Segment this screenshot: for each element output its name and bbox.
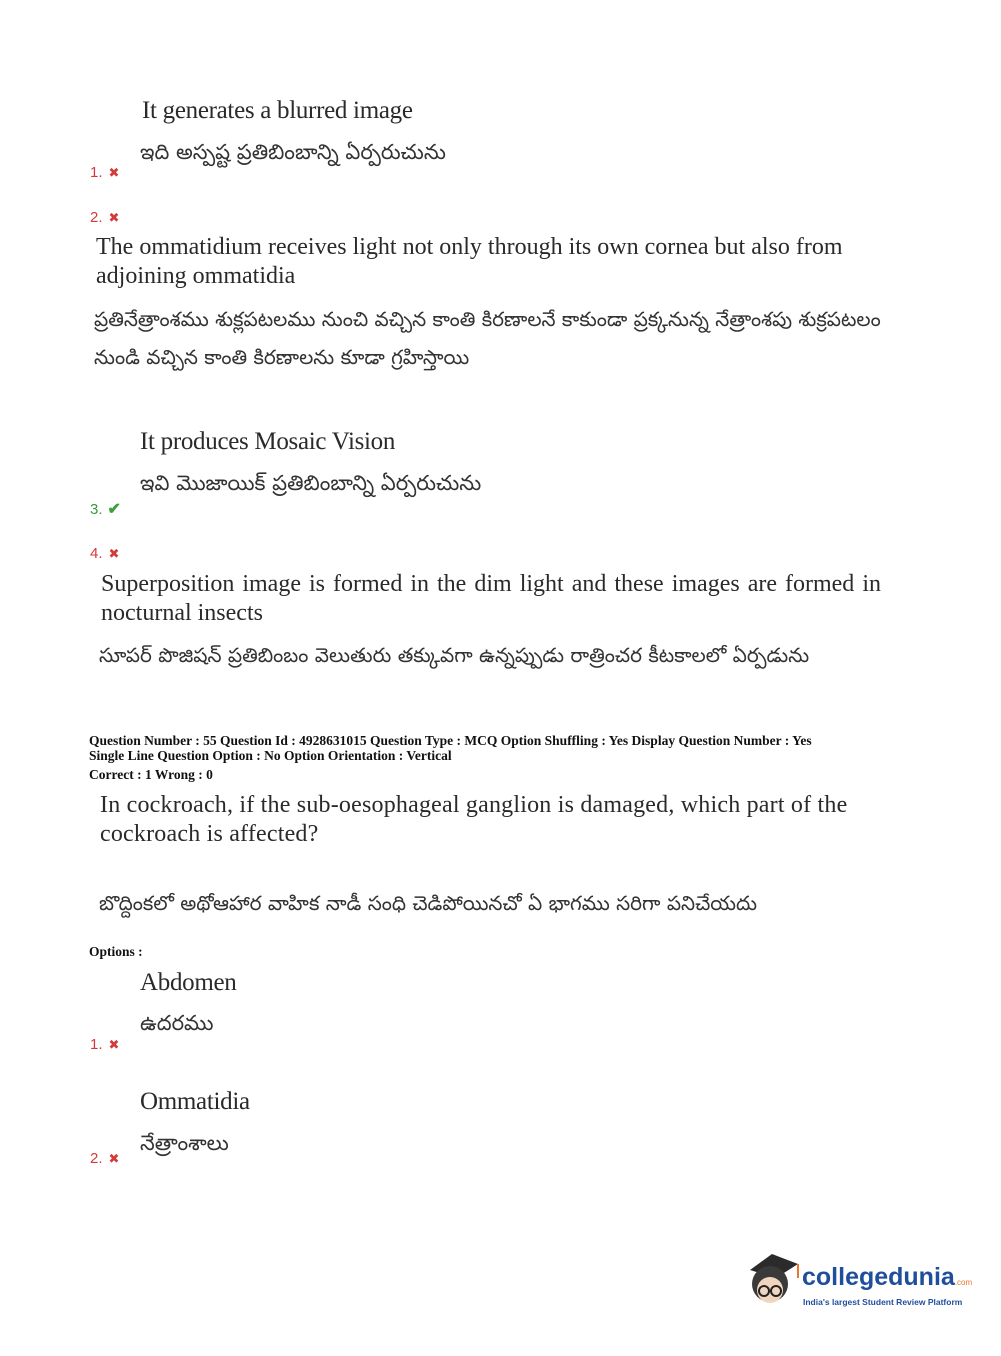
prev-option-4-en: Superposition image is formed in the dim light and these images are formed in nocturnal insects xyxy=(101,571,881,626)
question-score: Correct : 1 Wrong : 0 xyxy=(89,767,213,782)
collegedunia-logo xyxy=(742,1250,972,1320)
option-1-en: Abdomen xyxy=(140,969,237,996)
prev-option-3-te: ఇవి మొజాయిక్ ప్రతిబింబాన్ని ఏర్పరుచును xyxy=(140,471,482,495)
option-number: 2. xyxy=(90,1150,103,1167)
option-2-marker xyxy=(90,1150,119,1167)
option-2-en: Ommatidia xyxy=(140,1088,250,1115)
prev-option-2-te: ప్రతినేత్రాంశము శుక్లపటలము నుంచి వచ్చిన కాంతి కిరణాలనే కాకుండా ప్రక్కనున్న నేత్రాంశపు శుక్రపటలం నుండి వచ్చిన కాంతి కిరణాలను కూడా గ్రహిస్తాయి xyxy=(94,307,881,369)
question-meta-line1: Question Number : 55 Question Id : 4928631015 Question Type : MCQ Option Shuffling : Yes Display Question Number : Yes xyxy=(89,733,812,748)
question-text-te: బొద్దింకలో అథోఆహార వాహిక నాడీ సంధి చెడిపోయినచో ఏ భాగము సరిగా పనిచేయదు xyxy=(99,891,758,915)
option-1-marker xyxy=(90,1036,119,1053)
options-label: Options : xyxy=(89,944,143,959)
option-number: 1. xyxy=(90,1036,103,1053)
option-number: 3. xyxy=(90,501,103,518)
logo-tagline: India's largest Student Review Platform xyxy=(803,1297,963,1307)
prev-option-4-te: సూపర్ పొజిషన్ ప్రతిబింబం వెలుతురు తక్కువగా ఉన్నప్పుడు రాత్రించర కీటకాలలో ఏర్పడును xyxy=(99,643,810,667)
option-1-te: ఉదరము xyxy=(140,1011,214,1035)
mascot-icon xyxy=(742,1250,802,1310)
wrong-icon: ✖ xyxy=(108,546,120,561)
question-meta xyxy=(89,733,929,763)
logo-suffix: .com xyxy=(954,1278,973,1287)
option-2-te: నేత్రాంశాలు xyxy=(140,1131,229,1155)
check-icon: ✔ xyxy=(107,501,121,518)
prev-option-2-marker xyxy=(90,209,119,226)
option-number: 2. xyxy=(90,209,103,226)
wrong-icon: ✖ xyxy=(108,1151,120,1166)
wrong-icon: ✖ xyxy=(108,165,120,180)
question-meta-line2: Single Line Question Option : No Option Orientation : Vertical xyxy=(89,748,452,763)
prev-option-3-en: It produces Mosaic Vision xyxy=(140,428,396,455)
prev-option-1-marker xyxy=(90,164,119,181)
question-text-en: In cockroach, if the sub-oesophageal ganglion is damaged, which part of the cockroach is affected? xyxy=(100,792,848,847)
wrong-icon: ✖ xyxy=(108,1037,120,1052)
prev-option-1-te: ఇది అస్పష్ట ప్రతిబింబాన్ని ఏర్పరుచును xyxy=(140,140,446,164)
wrong-icon: ✖ xyxy=(108,210,120,225)
prev-option-4-marker xyxy=(90,545,119,562)
option-number: 4. xyxy=(90,545,103,562)
logo-name: collegedunia xyxy=(802,1263,955,1291)
prev-option-2-en: The ommatidium receives light not only through its own cornea but also from adjoining ommatidia xyxy=(96,234,843,289)
prev-option-1-en: It generates a blurred image xyxy=(142,97,413,124)
option-number: 1. xyxy=(90,164,103,181)
prev-option-3-marker xyxy=(90,499,121,519)
